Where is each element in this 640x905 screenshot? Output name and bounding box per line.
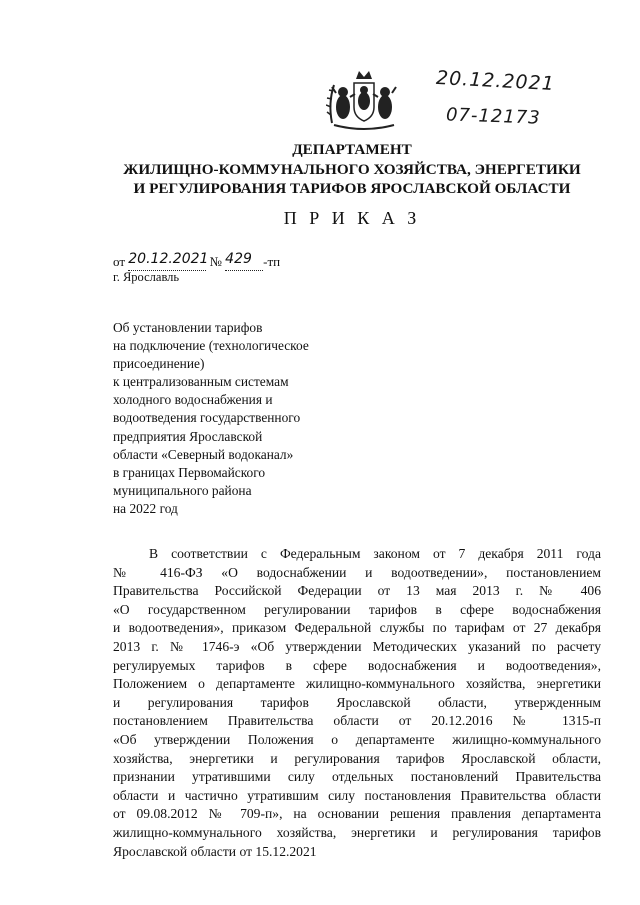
- subject-line: Об установлении тарифов: [113, 320, 263, 335]
- body-line: от 09.08.2012 № 709-п», на основании решения правления департамента: [113, 806, 601, 822]
- order-number-suffix: -тп: [263, 254, 281, 269]
- subject-line: к централизованным системам: [113, 374, 289, 390]
- body-line: «О государственном регулировании тарифов в сфере водоснабжения: [113, 601, 601, 617]
- body-line: и регулирования тарифов Ярославской области, утвержденным: [113, 694, 601, 710]
- body-line: № 416-ФЗ «О водоснабжении и водоотведении», постановлением: [113, 564, 601, 580]
- order-date-value: 20.12.2021: [128, 251, 209, 267]
- department-name-line-2: ЖИЛИЩНО-КОММУНАЛЬНОГО ХОЗЯЙСТВА, ЭНЕРГЕТИКИ: [123, 161, 581, 178]
- subject-line: в границах Первомайского: [113, 464, 266, 480]
- order-number-label: №: [209, 254, 222, 269]
- body-line: 2013 г. № 1746-э «Об утверждении Методических указаний по расчету: [113, 638, 601, 654]
- order-date-field: [128, 251, 209, 271]
- registration-date-stamp: 20.12.2021: [435, 66, 556, 96]
- body-line: области и частично утратившим силу постановления Правительства области: [113, 787, 601, 803]
- body-line: хозяйства, энергетики и регулирования тарифов Ярославской области,: [113, 750, 601, 766]
- subject-line: присоединение): [113, 356, 205, 372]
- order-date-number-line: [113, 251, 281, 271]
- order-subject: [113, 319, 309, 518]
- subject-line: на подключение (технологическое: [113, 338, 309, 354]
- body-line: регулируемых тарифов в сфере водоснабжения и водоотведения»,: [113, 657, 601, 673]
- subject-line: предприятия Ярославской: [113, 428, 263, 444]
- order-preamble-text: [113, 545, 601, 861]
- issue-city: г. Ярославль: [113, 270, 180, 284]
- registration-number-stamp: 07-12173: [445, 104, 542, 129]
- body-line: В соответствии с Федеральным законом от 7 декабря 2011 года: [149, 546, 601, 561]
- body-line: жилищно-коммунального хозяйства, энергетики и регулирования тарифов: [113, 824, 601, 840]
- subject-line: области «Северный водоканал»: [113, 446, 294, 462]
- body-line: постановлением Правительства области от 20.12.2016 № 1315-п: [113, 713, 601, 729]
- coat-of-arms-emblem: [326, 63, 402, 131]
- department-name-line-3: И РЕГУЛИРОВАНИЯ ТАРИФОВ ЯРОСЛАВСКОЙ ОБЛАСТИ: [133, 180, 571, 197]
- body-line: «Об утверждении Положения о департаменте жилищно-коммунального: [113, 731, 601, 747]
- subject-line: на 2022 год: [113, 500, 178, 516]
- order-number-field: [225, 251, 263, 271]
- subject-line: муниципального района: [113, 482, 252, 498]
- body-line: признании утратившими силу отдельных постановлений Правительства: [113, 769, 601, 785]
- subject-line: холодного водоснабжения и: [113, 392, 273, 408]
- body-line: Положением о департаменте жилищно-коммунального хозяйства, энергетики: [113, 676, 601, 692]
- department-name-line-1: ДЕПАРТАМЕНТ: [292, 141, 412, 158]
- document-type-title: П Р И К А З: [283, 208, 421, 228]
- body-line: Ярославской области от 15.12.2021: [113, 843, 317, 859]
- order-from-label: от: [113, 254, 126, 269]
- subject-line: водоотведения государственного: [113, 410, 301, 426]
- body-line: и водоотведения», приказом Федеральной службы по тарифам от 27 декабря: [113, 620, 601, 636]
- body-line: Правительства Российской Федерации от 13 мая 2013 г. № 406: [113, 583, 601, 599]
- order-number-value: 429: [225, 251, 252, 267]
